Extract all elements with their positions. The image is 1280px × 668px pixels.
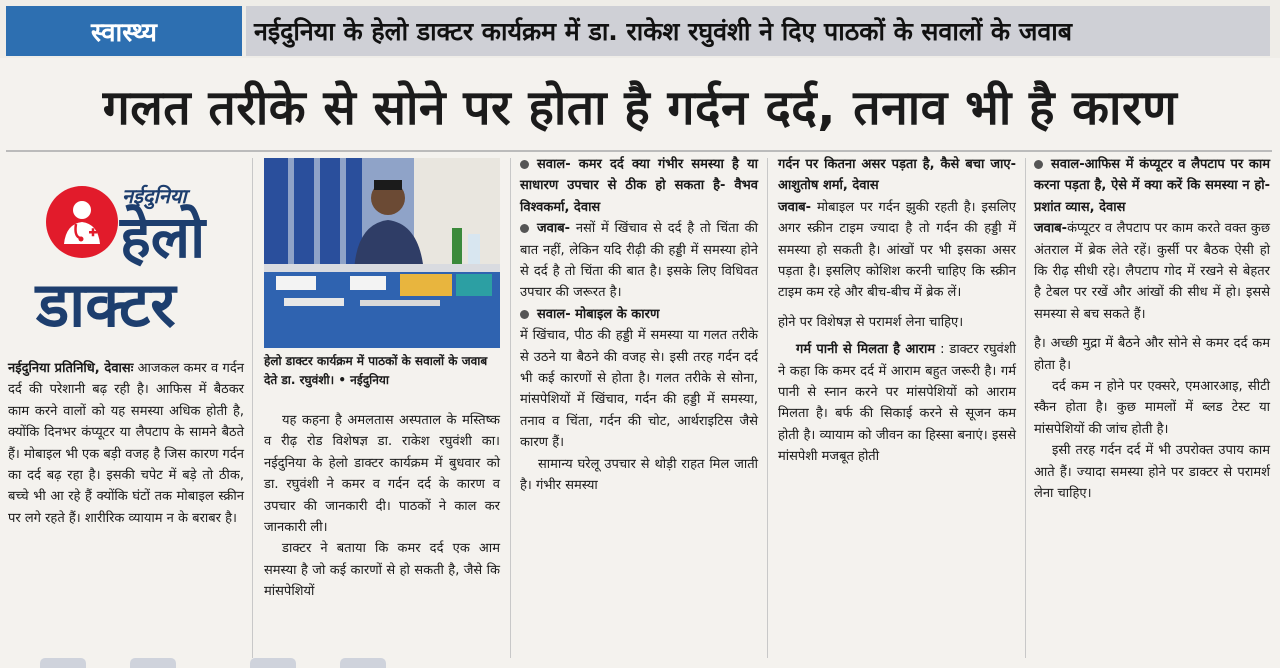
kicker: नईदुनिया के हेलो डाक्टर कार्यक्रम में डा. राकेश रघुवंशी ने दिए पाठकों के सवालों के जवाब <box>246 6 1270 56</box>
paragraph: में खिंचाव, पीठ की हड्डी में समस्या या गलत तरीके से उठने या बैठने की वजह से। इसी तरह गर्दन दर्द भी कई कारणों से होता है। गलत तरीके से सोना, मांसपेशियों में खिंचाव, गर्दन की हड्डी में समस्या, तनाव व चिंता, गर्दन की चोट, आर्थराइटिस जैसे कारण हैं। <box>520 328 758 451</box>
article-column-3 <box>520 154 758 497</box>
paragraph: है। अच्छी मुद्रा में बैठने और सोने से कमर दर्द कम होता है। <box>1034 336 1270 373</box>
doctor-icon <box>46 186 118 258</box>
article-column-1 <box>8 358 244 529</box>
column-divider <box>252 158 253 658</box>
column-divider <box>1025 158 1026 658</box>
paragraph: सामान्य घरेलू उपचार से थोड़ी राहत मिल जाती है। गंभीर समस्या <box>520 456 758 494</box>
logo-brand-small: नईदुनिया <box>122 184 187 208</box>
photo-caption: हेलो डाक्टर कार्यक्रम में पाठकों के सवालों के जवाब देते डा. रघुवंशी। • नईदुनिया <box>264 354 488 387</box>
bullet-icon <box>520 310 529 319</box>
article-column-2 <box>264 410 500 603</box>
answer-label: जवाब- <box>778 199 812 215</box>
subheading: गर्म पानी से मिलता है आराम <box>796 342 936 358</box>
question: सवाल- कमर दर्द क्या गंभीर समस्या है या साधारण उपचार से ठीक हो सकता है- वैभव विश्वकर्मा, देवास <box>520 157 758 215</box>
question: गर्दन पर कितना असर पड़ता है, कैसे बचा जाए- आशुतोष शर्मा, देवास <box>778 157 1016 194</box>
doctor-photo <box>264 158 500 348</box>
answer-label: जवाब- <box>537 221 571 237</box>
section-tag: स्वास्थ्य <box>6 6 242 56</box>
article-column-4 <box>778 154 1016 468</box>
column-divider <box>510 158 511 658</box>
byline: नईदुनिया प्रतिनिधि, देवासः <box>8 361 134 376</box>
paragraph: : डाक्टर रघुवंशी ने कहा कि कमर दर्द में आराम बहुत जरूरी है। गर्म पानी से स्नान करने पर मांसपेशियों को आराम मिलता है। बर्फ की सिकाई करने से सूजन कम होती है। व्यायाम को जीवन का हिस्सा बनाएं। इससे मांसपेशी मजबूत होती <box>778 342 1016 465</box>
headline-rule <box>6 150 1272 152</box>
paragraph: यह कहना है अमलतास अस्पताल के मस्तिष्क व रीढ़ रोड विशेषज्ञ डा. राकेश रघुवंशी का। नईदुनिया के हेलो डाक्टर कार्यक्रम में बुधवार को डा. रघुवंशी ने कमर व गर्दन दर्द के कारण व उपचार की जानकारी दी। पाठकों ने काल कर जानकारी ली। <box>264 413 500 536</box>
question: सवाल- मोबाइल के कारण <box>537 306 660 322</box>
paragraph: डाक्टर ने बताया कि कमर दर्द एक आम समस्या है जो कई कारणों से हो सकती है, जैसे कि मांसपेशियों <box>264 541 500 600</box>
bullet-icon <box>520 160 529 169</box>
question: सवाल-आफिस में कंप्यूटर व लैपटाप पर काम करना पड़ता है, ऐसे में क्या करें कि समस्या न हो- प्रशांत व्यास, देवास <box>1034 157 1270 215</box>
bullet-icon <box>1034 160 1043 169</box>
bullet-icon <box>520 224 529 233</box>
paragraph: होने पर विशेषज्ञ से परामर्श लेना चाहिए। <box>778 314 964 330</box>
logo-line-2: डाक्टर <box>36 268 176 341</box>
answer-label: जवाब- <box>1034 221 1068 237</box>
answer: कंप्यूटर व लैपटाप पर काम करते वक्त कुछ अंतराल में ब्रेक लेते रहें। कुर्सी पर बैठक ऐसी हो कि रीढ़ सीधी रहे। लैपटाप गोद में रखने से बेहतर है टेबल पर रखें और आंखों की सीध में हो। इससे समस्या से बच सकते हैं। <box>1034 221 1270 322</box>
answer: नसों में खिंचाव से दर्द है तो चिंता की बात नहीं, लेकिन यदि रीढ़ी की हड्डी में समस्या होने से दर्द है तो चिंता की बात है। इसके लिए विधिवत उपचार की जरूरत है। <box>520 221 759 301</box>
column-divider <box>767 158 768 658</box>
hello-doctor-logo <box>10 168 240 350</box>
paragraph: दर्द कम न होने पर एक्सरे, एमआरआइ, सीटी स्कैन होता है। कुछ मामलों में ब्लड टेस्ट या मांसपेशियों की जांच होती है। <box>1034 379 1270 437</box>
headline: गलत तरीके से सोने पर होता है गर्दन दर्द, तनाव भी है कारण <box>102 79 1178 136</box>
logo-line-1: हेलो <box>120 203 206 271</box>
paragraph: इसी तरह गर्दन दर्द में भी उपरोक्त उपाय काम आते हैं। ज्यादा समस्या होने पर डाक्टर से परामर्श लेना चाहिए। <box>1034 443 1270 502</box>
article-column-5 <box>1034 154 1270 505</box>
answer: मोबाइल पर गर्दन झुकी रहती है। इसलिए अगर स्क्रीन टाइम ज्यादा है तो गर्दन की हड्डी में समस्या हो सकती है। आंखों पर भी इसका असर पड़ता है। इसलिए कोशिश करनी चाहिए कि स्क्रीन टाइम कम रहे और बीच-बीच में ब्रेक लें। <box>778 199 1016 301</box>
intro-text: आजकल कमर व गर्दन दर्द की परेशानी बढ़ रही है। आफिस में बैठकर काम करने वालों को यह समस्या अधिक होती है, क्योंकि दिनभर कंप्यूटर या लैपटाप के सामने बैठते हैं। मोबाइल भी एक बड़ी वजह है जिस कारण गर्दन का दर्द बढ़ रहा है। इसकी चपेट में बड़े तो ठीक, बच्चे भी आ रहे हैं क्योंकि घंटों तक मोबाइल स्क्रीन पर लगे रहते हैं। शारीरिक व्यायाम न के बराबर है। <box>8 361 244 526</box>
page-bottom-edge <box>0 658 1280 668</box>
